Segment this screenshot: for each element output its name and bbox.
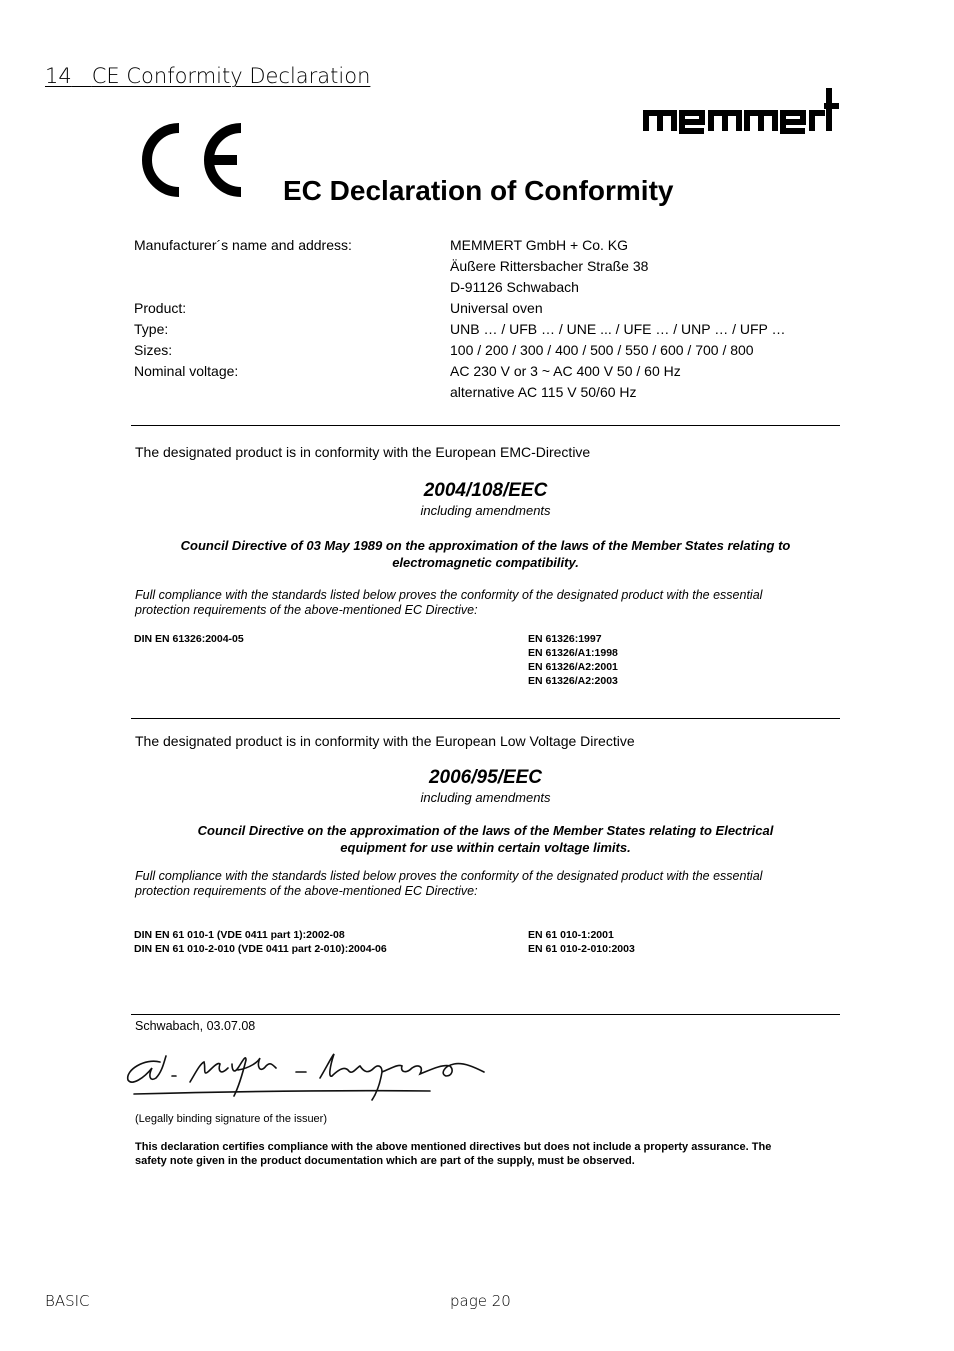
lvd-standard: EN 61 010-2-010:2003 bbox=[528, 943, 635, 955]
ce-mark-logo bbox=[135, 120, 247, 200]
lvd-standards-en bbox=[528, 928, 635, 956]
legal-note-line: safety note given in the product documentation which are part of the supply, must be observed. bbox=[135, 1155, 635, 1167]
emc-directive-number: 2004/108/EEC bbox=[423, 480, 548, 501]
lvd-council-line: equipment for use within certain voltage limits. bbox=[340, 840, 631, 855]
divider bbox=[131, 1014, 840, 1015]
emc-compliance-text bbox=[135, 588, 762, 618]
lvd-standard: DIN EN 61 010-1 (VDE 0411 part 1):2002-08 bbox=[134, 929, 345, 941]
info-label: Type: bbox=[134, 321, 169, 337]
info-value: D-91126 Schwabach bbox=[450, 279, 579, 295]
emc-council-line: Council Directive of 03 May 1989 on the approximation of the laws of the Member States relating to bbox=[180, 538, 791, 553]
lvd-intro: The designated product is in conformity with the European Low Voltage Directive bbox=[135, 733, 635, 749]
info-value: Universal oven bbox=[450, 300, 543, 316]
lvd-council-directive bbox=[131, 822, 840, 856]
signature-caption: (Legally binding signature of the issuer) bbox=[135, 1113, 328, 1125]
page-title: EC Declaration of Conformity bbox=[283, 175, 674, 206]
info-label: Nominal voltage: bbox=[134, 363, 239, 379]
lvd-compliance-line: Full compliance with the standards listed below proves the conformity of the designated product with the essential bbox=[135, 869, 763, 883]
legal-note-line: This declaration certifies compliance with the above mentioned directives but does not include a property assurance. The bbox=[135, 1141, 772, 1153]
emc-amendments: including amendments bbox=[420, 503, 551, 518]
emc-intro: The designated product is in conformity with the European EMC-Directive bbox=[135, 444, 591, 460]
info-value: AC 230 V or 3 ~ AC 400 V 50 / 60 Hz bbox=[450, 363, 681, 379]
info-value: MEMMERT GmbH + Co. KG bbox=[450, 237, 629, 253]
lvd-council-line: Council Directive on the approximation of the laws of the Member States relating to Electrical bbox=[197, 823, 774, 838]
emc-standard: EN 61326/A2:2003 bbox=[528, 675, 618, 687]
info-value: Äußere Rittersbacher Straße 38 bbox=[450, 258, 649, 274]
lvd-standards-din bbox=[134, 928, 387, 956]
footer-model: BASIC bbox=[45, 1292, 90, 1310]
lvd-standard: EN 61 010-1:2001 bbox=[528, 929, 614, 941]
info-label: Product: bbox=[134, 300, 187, 316]
section-heading bbox=[45, 64, 370, 88]
page-number: page 20 bbox=[450, 1292, 511, 1310]
divider bbox=[131, 425, 840, 426]
info-label: Sizes: bbox=[134, 342, 173, 358]
legal-note bbox=[135, 1140, 771, 1168]
emc-standard: EN 61326:1997 bbox=[528, 633, 602, 645]
lvd-compliance-line: protection requirements of the above-mentioned EC Directive: bbox=[135, 884, 478, 898]
memmert-logo bbox=[643, 86, 841, 134]
info-label: Manufacturer´s name and address: bbox=[134, 237, 352, 253]
place-date: Schwabach, 03.07.08 bbox=[135, 1019, 256, 1033]
emc-council-line: electromagnetic compatibility. bbox=[392, 555, 579, 570]
emc-standards-en bbox=[528, 632, 618, 688]
lvd-standard: DIN EN 61 010-2-010 (VDE 0411 part 2-010):2004-06 bbox=[134, 943, 387, 955]
section-title: CE Conformity Declaration bbox=[91, 64, 371, 88]
info-value: 100 / 200 / 300 / 400 / 500 / 550 / 600 / 700 / 800 bbox=[450, 342, 754, 358]
handwritten-signature bbox=[120, 1048, 500, 1108]
lvd-directive-number: 2006/95/EEC bbox=[428, 767, 543, 788]
section-number: 14 bbox=[45, 64, 72, 88]
divider bbox=[131, 718, 840, 719]
info-value: alternative AC 115 V 50/60 Hz bbox=[450, 384, 637, 400]
emc-compliance-line: protection requirements of the above-mentioned EC Directive: bbox=[135, 603, 478, 617]
lvd-amendments: including amendments bbox=[420, 790, 551, 805]
lvd-compliance-text bbox=[135, 869, 762, 899]
info-value: UNB … / UFB … / UNE ... / UFE … / UNP … / UFP … bbox=[450, 321, 786, 337]
emc-compliance-line: Full compliance with the standards listed below proves the conformity of the designated product with the essential bbox=[135, 588, 763, 602]
emc-standard: EN 61326/A2:2001 bbox=[528, 661, 618, 673]
emc-standard-din: DIN EN 61326:2004-05 bbox=[134, 633, 244, 645]
emc-standard: EN 61326/A1:1998 bbox=[528, 647, 618, 659]
emc-council-directive bbox=[131, 537, 840, 571]
